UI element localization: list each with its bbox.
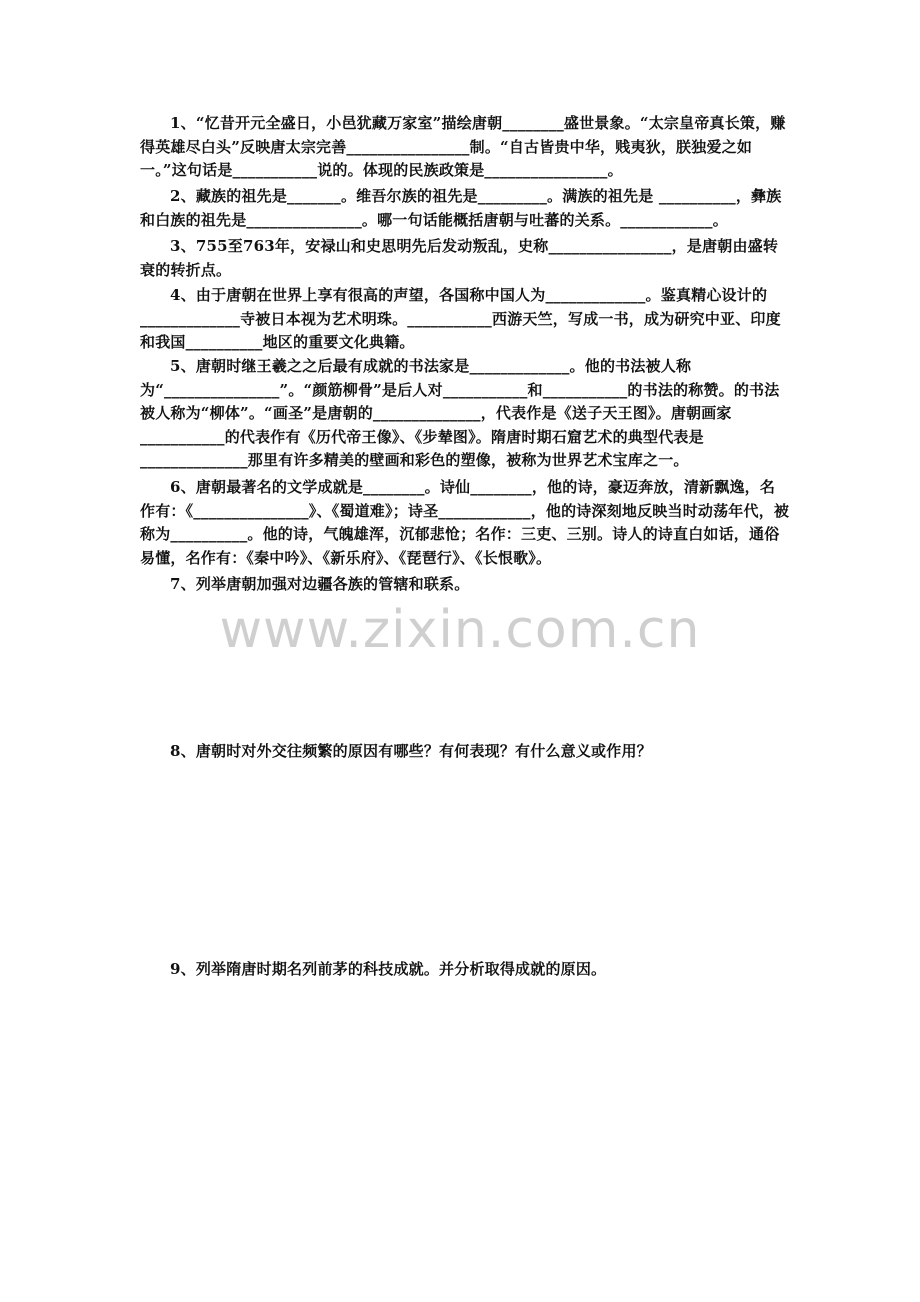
question-7-text: 7、列举唐朝加强对边疆各族的管辖和联系。 (170, 575, 470, 593)
question-8 (140, 740, 790, 764)
question-6-text: 6、唐朝最著名的文学成就是________。诗仙________，他的诗，豪迈奔放，清新飘逸，名作有：《_______________》、《蜀道难》；诗圣____________，他的诗深刻地反映当时动荡年代，被称为__________。他的诗，气魄雄浑，沉郁悲怆；名作：三吏、三别。诗人的诗直白如话，通俗易懂，名作有：《秦中吟》、《新乐府》、《琵琶行》、《长恨歌》。 (140, 478, 790, 567)
question-7 (140, 573, 790, 597)
question-4-text: 4、由于唐朝在世界上享有很高的声望，各国称中国人为_____________。鉴真精心设计的_____________寺被日本视为艺术明珠。___________西游天竺，写成一书，成为研究中亚、印度和我国__________地区的重要文化典籍。 (140, 286, 781, 351)
question-3-text: 3、755至763年，安禄山和史思明先后发动叛乱，史称________________，是唐朝由盛转衰的转折点。 (140, 237, 779, 279)
question-4 (140, 284, 790, 355)
question-6 (140, 476, 790, 570)
question-2 (140, 185, 790, 232)
question-5-text: 5、唐朝时继王羲之之后最有成就的书法家是_____________。他的书法被人称为“_______________”。“颜筋柳骨”是后人对___________和___________的书法的称赞。的书法被人称为“柳体”。“画圣”是唐朝的______________，代表作是《送子天王图》。唐朝画家___________的代表作有《历代帝王像》、《步辇图》。隋唐时期石窟艺术的典型代表是______________那里有许多精美的壁画和彩色的塑像，被称为世界艺术宝库之一。 (140, 357, 780, 469)
question-1 (140, 112, 790, 183)
question-8-text: 8、唐朝时对外交往频繁的原因有哪些？有何表现？有什么意义或作用？ (170, 742, 652, 760)
question-2-text: 2、藏族的祖先是_______。维吾尔族的祖先是_________。满族的祖先是 __________，彝族和白族的祖先是_______________。哪一句话能概括唐朝与吐蕃的关系。____________。 (140, 187, 782, 229)
question-1-text: 1、“忆昔开元全盛日，小邑犹藏万家室”描绘唐朝________盛世景象。“太宗皇帝真长策，赚得英雄尽白头”反映唐太宗完善________________制。“自古皆贵中华，贱夷狄，朕独爱之如一。”这句话是___________说的。体现的民族政策是________________。 (140, 114, 786, 179)
watermark: www.zixin.com.cn (219, 600, 701, 660)
question-3 (140, 235, 790, 282)
question-9-text: 9、列举隋唐时期名列前茅的科技成就。并分析取得成就的原因。 (170, 960, 607, 978)
question-5 (140, 355, 790, 473)
question-9 (140, 958, 790, 982)
